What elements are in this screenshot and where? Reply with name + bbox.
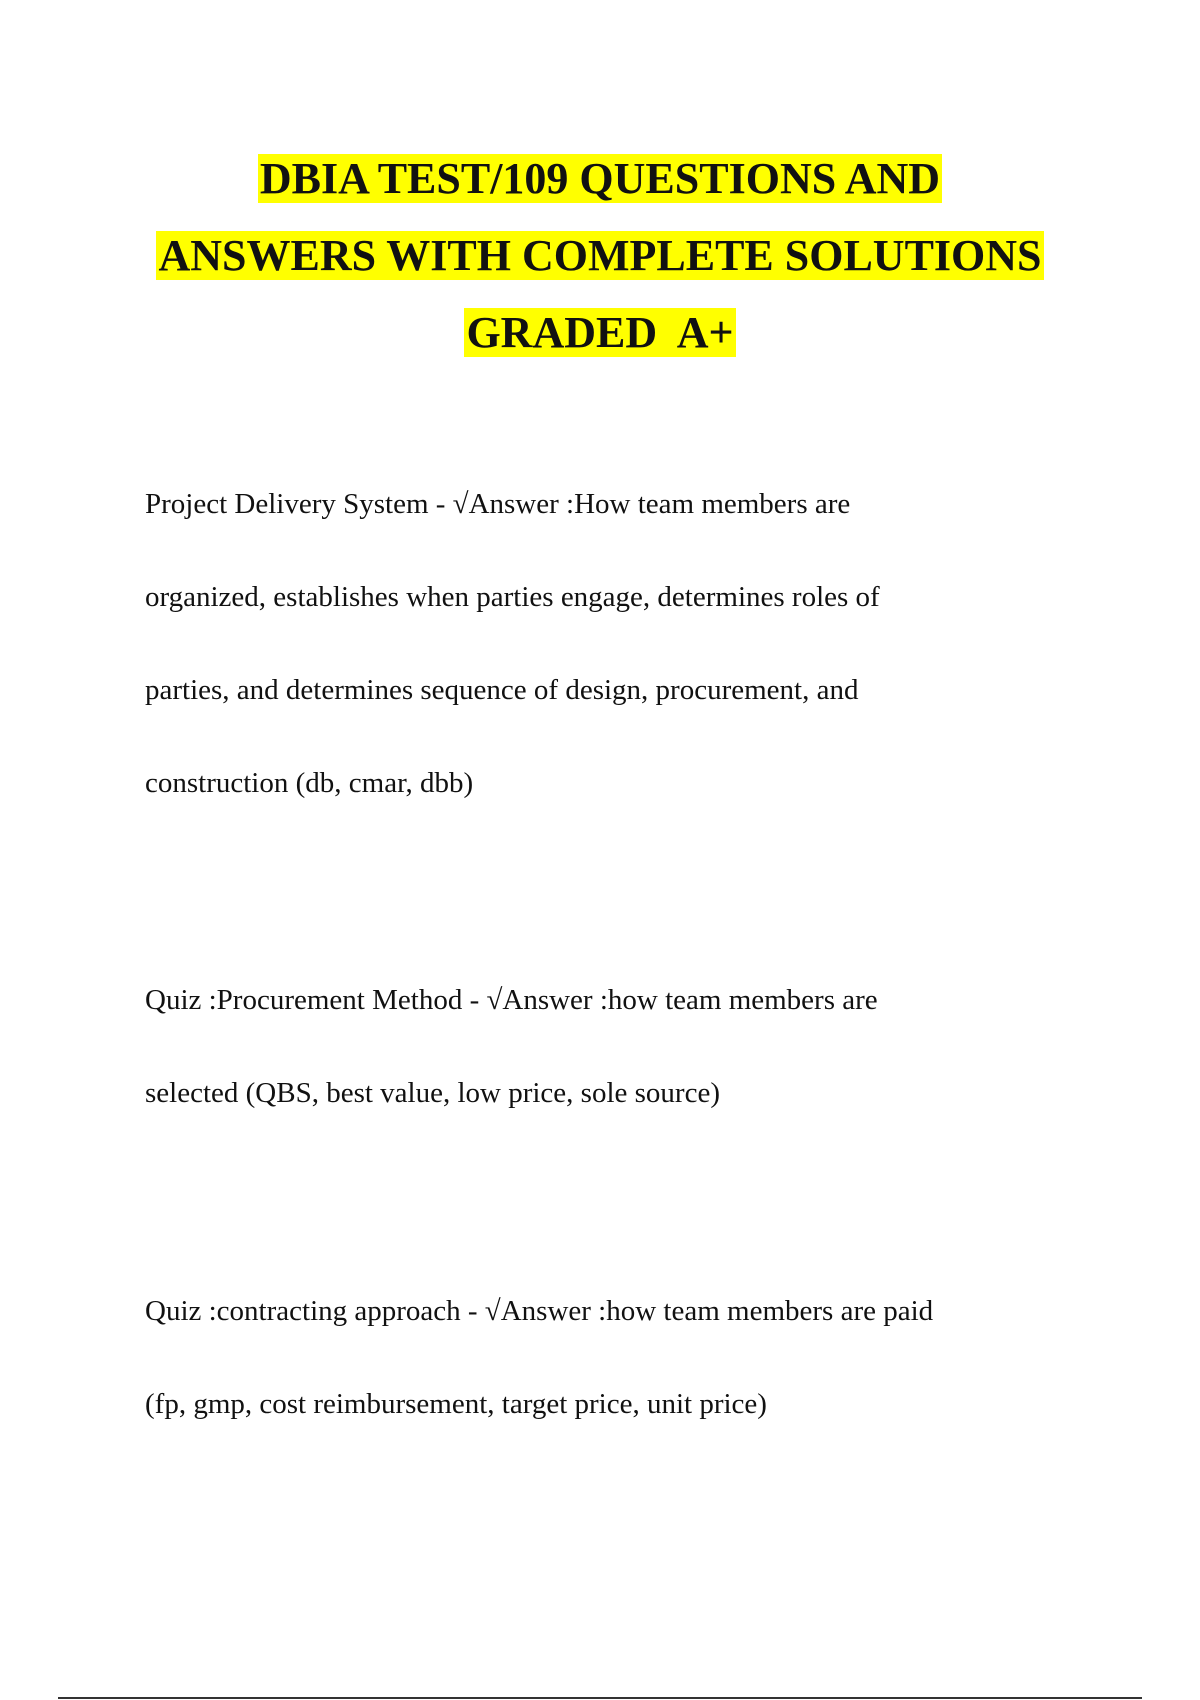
qa-text-line: Quiz :Procurement Method - √Answer :how team members are xyxy=(145,984,878,1016)
title-line-text: GRADED A+ xyxy=(466,308,734,357)
qa-item-procurement-method xyxy=(145,980,1065,1166)
qa-text-line: parties, and determines sequence of design, procurement, and xyxy=(145,674,859,706)
title-line xyxy=(0,294,1200,371)
title-line-text: DBIA TEST/109 QUESTIONS AND xyxy=(259,154,941,203)
qa-text-line: selected (QBS, best value, low price, sole source) xyxy=(145,1077,720,1109)
document-title xyxy=(0,140,1200,371)
qa-text-line: Quiz :contracting approach - √Answer :how team members are paid xyxy=(145,1295,934,1327)
title-line-text: ANSWERS WITH COMPLETE SOLUTIONS xyxy=(158,231,1042,280)
qa-text-line: (fp, gmp, cost reimbursement, target price, unit price) xyxy=(145,1388,767,1420)
qa-text-line: construction (db, cmar, dbb) xyxy=(145,767,474,799)
title-line xyxy=(0,217,1200,294)
qa-text-line: Project Delivery System - √Answer :How team members are xyxy=(145,488,851,520)
qa-item-contracting-approach xyxy=(145,1291,1065,1477)
title-line xyxy=(0,140,1200,217)
qa-text-line: organized, establishes when parties engage, determines roles of xyxy=(145,581,880,613)
qa-item-project-delivery-system xyxy=(145,484,1065,856)
footer-divider xyxy=(58,1697,1142,1699)
